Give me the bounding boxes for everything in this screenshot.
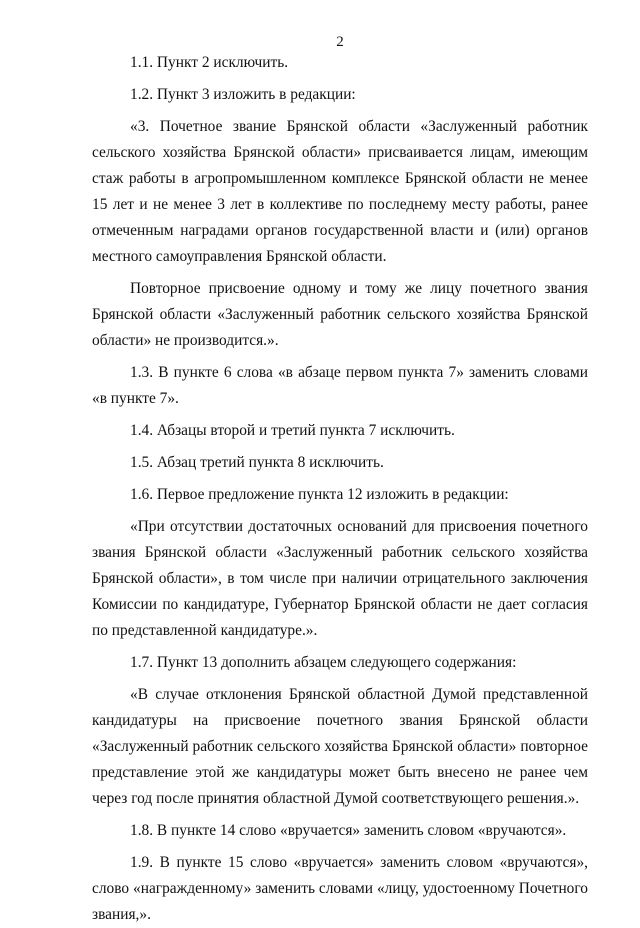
paragraph-1-9: 1.9. В пункте 15 слово «вручается» заменить словом «вручаются», слово «награжденному» заменить словами «лицу, удостоенному Почетного звания,». (92, 854, 588, 923)
paragraph-repeat-award: Повторное присвоение одному и тому же лицу почетного звания Брянской области «Заслуженный работник сельского хозяйства Брянской области» не производится.». (92, 280, 588, 349)
paragraph-1-4: 1.4. Абзацы второй и третий пункта 7 исключить. (130, 422, 455, 439)
paragraph-1-8: 1.8. В пункте 14 слово «вручается» заменить словом «вручаются». (130, 822, 567, 839)
paragraph-1-2: 1.2. Пункт 3 изложить в редакции: (130, 86, 356, 103)
paragraph-point-12-new-text: «При отсутствии достаточных оснований для присвоения почетного звания Брянской области «Заслуженный работник сельского хозяйства Брянской области», в том числе при наличии отрицательного заключения Комиссии по кандидатуре, Губернатор Брянской области не дает согласия по представленной кандидатуре.». (92, 518, 588, 639)
paragraph-1-3: 1.3. В пункте 6 слова «в абзаце первом пункта 7» заменить словами «в пункте 7». (92, 364, 588, 407)
paragraph-1-1: 1.1. Пункт 2 исключить. (130, 54, 289, 71)
paragraph-point-3-new-text: «3. Почетное звание Брянской области «Заслуженный работник сельского хозяйства Брянской области» присваивается лицам, имеющим стаж работы в агропромышленном комплексе Брянской области не менее 15 лет и не менее 3 лет в коллективе по последнему месту работы, ранее отмеченным наградами органов государственной власти и (или) органов местного самоуправления Брянской области. (92, 118, 588, 265)
page-number: 2 (336, 34, 344, 50)
paragraph-1-5: 1.5. Абзац третий пункта 8 исключить. (130, 454, 384, 471)
paragraph-point-13-addition: «В случае отклонения Брянской областной Думой представленной кандидатуры на присвоение почетного звания Брянской области «Заслуженный работник сельского хозяйства Брянской области» повторное представление этой же кандидатуры может быть внесено не ранее чем через год после принятия областной Думой соответствующего решения.». (92, 686, 588, 807)
paragraph-1-6: 1.6. Первое предложение пункта 12 изложить в редакции: (130, 486, 509, 503)
paragraph-1-7: 1.7. Пункт 13 дополнить абзацем следующего содержания: (130, 654, 517, 671)
document-body (92, 44, 588, 928)
